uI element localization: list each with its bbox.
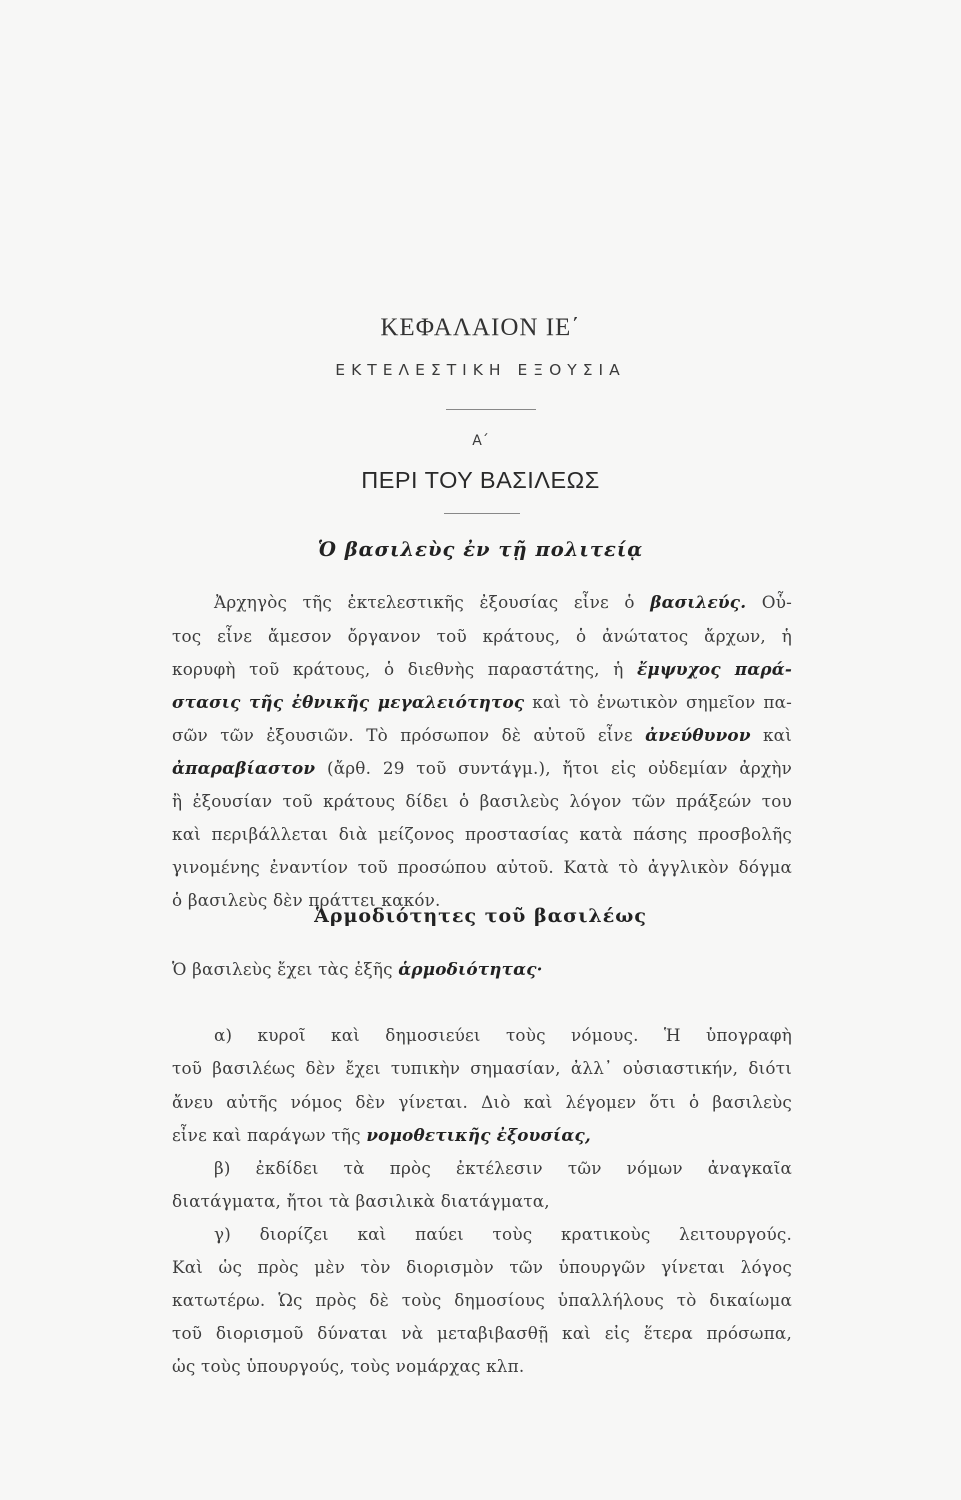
text-run: τος εἶνε ἄμεσον ὄργανον τοῦ κράτους, ὁ ἀνώτατος ἄρχων, ἡ (172, 626, 792, 646)
text-run: εἶνε καὶ παράγων τῆς (172, 1125, 367, 1145)
text-line (172, 1058, 792, 1078)
text-line (172, 725, 792, 745)
text-run: ὡς τοὺς ὑπουργούς, τοὺς νομάρχας κλπ. (172, 1356, 525, 1376)
emphasized-text: ἀνεύθυνον (645, 725, 751, 745)
emphasized-text: βασιλεύς. (650, 592, 747, 612)
text-run: γ) διορίζει καὶ παύει τοὺς κρατικοὺς λειτουργούς. (214, 1224, 792, 1244)
divider-rule (444, 513, 520, 514)
emphasized-text: νομοθετικῆς ἐξουσίας, (366, 1125, 591, 1145)
text-line (172, 1356, 792, 1376)
text-line (172, 1092, 792, 1112)
text-line (172, 659, 792, 679)
text-run: β) ἐκδίδει τὰ πρὸς ἐκτέλεσιν τῶν νόμων ἀναγκαῖα (214, 1158, 792, 1178)
text-line (214, 1224, 792, 1244)
text-line (172, 1257, 792, 1277)
text-run: Ὁ βασιλεὺς ἔχει τὰς ἑξῆς (172, 959, 399, 979)
text-line (172, 692, 792, 712)
text-line (172, 857, 792, 877)
text-run: (ἄρθ. 29 τοῦ συντάγμ.), ἤτοι εἰς οὐδεμίαν ἀρχὴν (315, 758, 792, 778)
text-run: ὁ βασιλεὺς δὲν πράττει κακόν. (172, 890, 441, 910)
text-run: διατάγματα, ἤτοι τὰ βασιλικὰ διατάγματα, (172, 1191, 550, 1211)
text-run: γινομένης ἐναντίον τοῦ προσώπου αὐτοῦ. Κατὰ τὸ ἀγγλικὸν δόγμα (172, 857, 792, 877)
text-run: τοῦ διορισμοῦ δύναται νὰ μεταβιβασθῇ καὶ εἰς ἕτερα πρόσωπα, (172, 1323, 792, 1343)
divider-rule (446, 409, 536, 410)
text-line (172, 1323, 792, 1343)
text-run: ἢ ἐξουσίαν τοῦ κράτους δίδει ὁ βασιλεὺς λόγον τῶν πράξεών του (172, 791, 792, 811)
text-line (172, 959, 792, 979)
text-run: κατωτέρω. Ὡς πρὸς δὲ τοὺς δημοσίους ὑπαλλήλους τὸ δικαίωμα (172, 1290, 792, 1310)
chapter-subtitle: ΕΚΤΕΛΕΣΤΙΚΗ ΕΞΟΥΣΙΑ (335, 361, 626, 379)
text-line (172, 1290, 792, 1310)
emphasized-text: ἀπαραβίαστον (172, 758, 316, 778)
text-run: καὶ (750, 725, 792, 745)
text-run: καὶ περιβάλλεται διὰ μείζονος προστασίας κατὰ πάσης προσβολῆς (172, 824, 792, 844)
text-run: ἄνευ αὐτῆς νόμος δὲν γίνεται. Διὸ καὶ λέγομεν ὅτι ὁ βασιλεὺς (172, 1092, 792, 1112)
text-run: α) κυροῖ καὶ δημοσιεύει τοὺς νόμους. Ἡ ὑπογραφὴ (214, 1025, 792, 1045)
text-line (214, 592, 792, 612)
emphasized-text: στασις τῆς ἐθνικῆς μεγαλειότητος (172, 692, 525, 712)
text-run: σῶν τῶν ἐξουσιῶν. Τὸ πρόσωπον δὲ αὐτοῦ εἶνε (172, 725, 646, 745)
text-line (172, 791, 792, 811)
subheading-king-in-state: Ὁ βασιλεὺς ἐν τῇ πολιτείᾳ (317, 538, 644, 561)
text-line (214, 1158, 792, 1178)
section-title: ΠΕΡΙ ΤΟΥ ΒΑΣΙΛΕΩΣ (361, 467, 600, 493)
text-line (214, 1025, 792, 1045)
text-run: Οὗ- (746, 592, 792, 612)
text-run: Ἀρχηγὸς τῆς ἐκτελεστικῆς ἐξουσίας εἶνε ὁ (214, 592, 651, 612)
text-run: καὶ τὸ ἑνωτικὸν σημεῖον πα- (524, 692, 792, 712)
text-line (172, 1125, 792, 1145)
section-letter: Α΄ (472, 433, 489, 449)
text-line (172, 758, 792, 778)
emphasized-text: ἔμψυχος παρά- (636, 659, 792, 679)
text-line (172, 1191, 792, 1211)
text-line (172, 824, 792, 844)
text-run: Καὶ ὡς πρὸς μὲν τὸν διορισμὸν τῶν ὑπουργῶν γίνεται λόγος (172, 1257, 792, 1277)
text-line (172, 626, 792, 646)
text-run: κορυφὴ τοῦ κράτους, ὁ διεθνὴς παραστάτης, ἡ (172, 659, 637, 679)
emphasized-text: ἁρμοδιότητας· (398, 959, 543, 979)
subheading-king-powers: Ἁρμοδιότητες τοῦ βασιλέως (314, 905, 647, 927)
chapter-title: ΚΕΦΑΛΑΙΟΝ ΙΕ΄ (380, 314, 581, 341)
text-run: τοῦ βασιλέως δὲν ἔχει τυπικὴν σημασίαν, ἀλλ᾽ οὐσιαστικήν, διότι (172, 1058, 792, 1078)
